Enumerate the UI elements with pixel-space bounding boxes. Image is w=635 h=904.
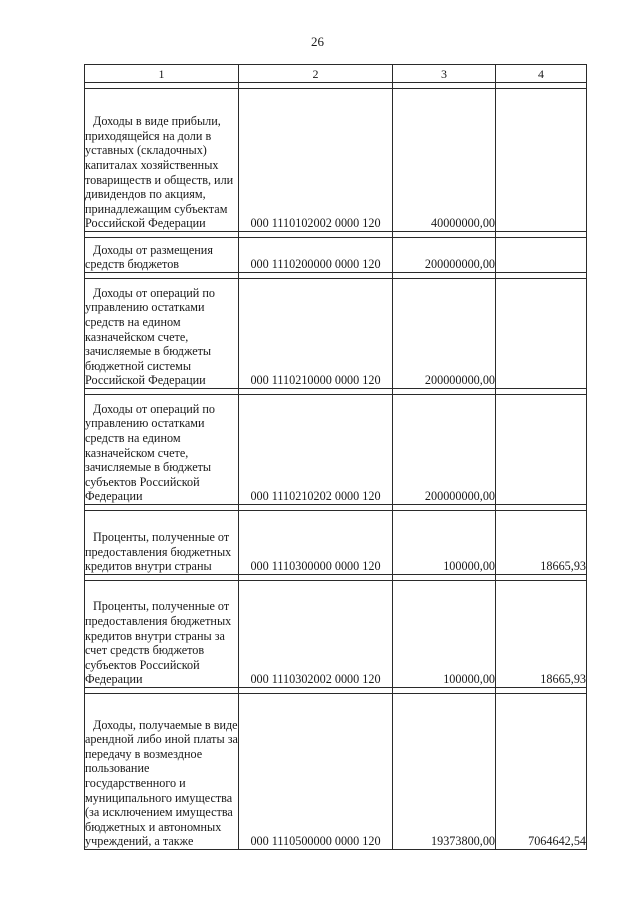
actual-amount <box>496 279 587 389</box>
plan-amount: 200000000,00 <box>393 238 496 273</box>
revenue-name: Проценты, полученные от предоставления бюджетных кредитов внутри страны за счет средств бюджетов субъектов Российской Федерации <box>85 599 232 687</box>
revenue-name-cell <box>85 581 239 688</box>
revenue-name-cell <box>85 395 239 505</box>
revenue-name: Проценты, полученные от предоставления бюджетных кредитов внутри страны <box>85 530 232 574</box>
table-row <box>85 694 587 850</box>
plan-amount: 200000000,00 <box>393 395 496 505</box>
plan-amount: 19373800,00 <box>393 694 496 850</box>
revenue-name-cell <box>85 238 239 273</box>
table-row <box>85 395 587 505</box>
revenue-name: Доходы, получаемые в виде арендной либо иной платы за передачу в возмездное пользование государственного и муниципального имущества (за исключением имущества бюджетных и автономных учреждений, а также <box>85 717 238 849</box>
actual-amount <box>496 89 587 232</box>
table-row <box>85 238 587 273</box>
plan-amount: 100000,00 <box>393 511 496 575</box>
column-header: 2 <box>239 65 393 83</box>
budget-code: 000 1110500000 0000 120 <box>239 694 393 850</box>
revenue-name-cell <box>85 89 239 232</box>
budget-code: 000 1110210000 0000 120 <box>239 279 393 389</box>
revenue-name: Доходы от размещения средств бюджетов <box>85 242 213 272</box>
plan-amount: 40000000,00 <box>393 89 496 232</box>
revenue-name: Доходы от операций по управлению остатками средств на едином казначейском счете, зачисляемые в бюджеты субъектов Российской Федерации <box>85 401 215 504</box>
budget-revenue-table <box>84 64 587 850</box>
budget-code: 000 1110102002 0000 120 <box>239 89 393 232</box>
table-row <box>85 89 587 232</box>
revenue-name: Доходы в виде прибыли, приходящейся на доли в уставных (складочных) капиталах хозяйственных товариществ и обществ, или дивидендов по акциям, принадлежащим субъектам Российской Федерации <box>85 114 234 231</box>
column-header: 1 <box>85 65 239 83</box>
plan-amount: 200000000,00 <box>393 279 496 389</box>
actual-amount: 7064642,54 <box>496 694 587 850</box>
actual-amount <box>496 395 587 505</box>
column-header-row <box>85 65 587 83</box>
actual-amount: 18665,93 <box>496 581 587 688</box>
revenue-name-cell <box>85 511 239 575</box>
budget-code: 000 1110210202 0000 120 <box>239 395 393 505</box>
table-row <box>85 279 587 389</box>
actual-amount <box>496 238 587 273</box>
page-number: 26 <box>311 34 324 49</box>
table-row <box>85 581 587 688</box>
budget-code: 000 1110302002 0000 120 <box>239 581 393 688</box>
column-header: 3 <box>393 65 496 83</box>
revenue-name: Доходы от операций по управлению остатками средств на едином казначейском счете, зачисляемые в бюджеты бюджетной системы Российской Федерации <box>85 285 215 388</box>
revenue-name-cell <box>85 279 239 389</box>
actual-amount: 18665,93 <box>496 511 587 575</box>
column-header: 4 <box>496 65 587 83</box>
revenue-name-cell <box>85 694 239 850</box>
plan-amount: 100000,00 <box>393 581 496 688</box>
table-row <box>85 511 587 575</box>
budget-code: 000 1110200000 0000 120 <box>239 238 393 273</box>
budget-code: 000 1110300000 0000 120 <box>239 511 393 575</box>
